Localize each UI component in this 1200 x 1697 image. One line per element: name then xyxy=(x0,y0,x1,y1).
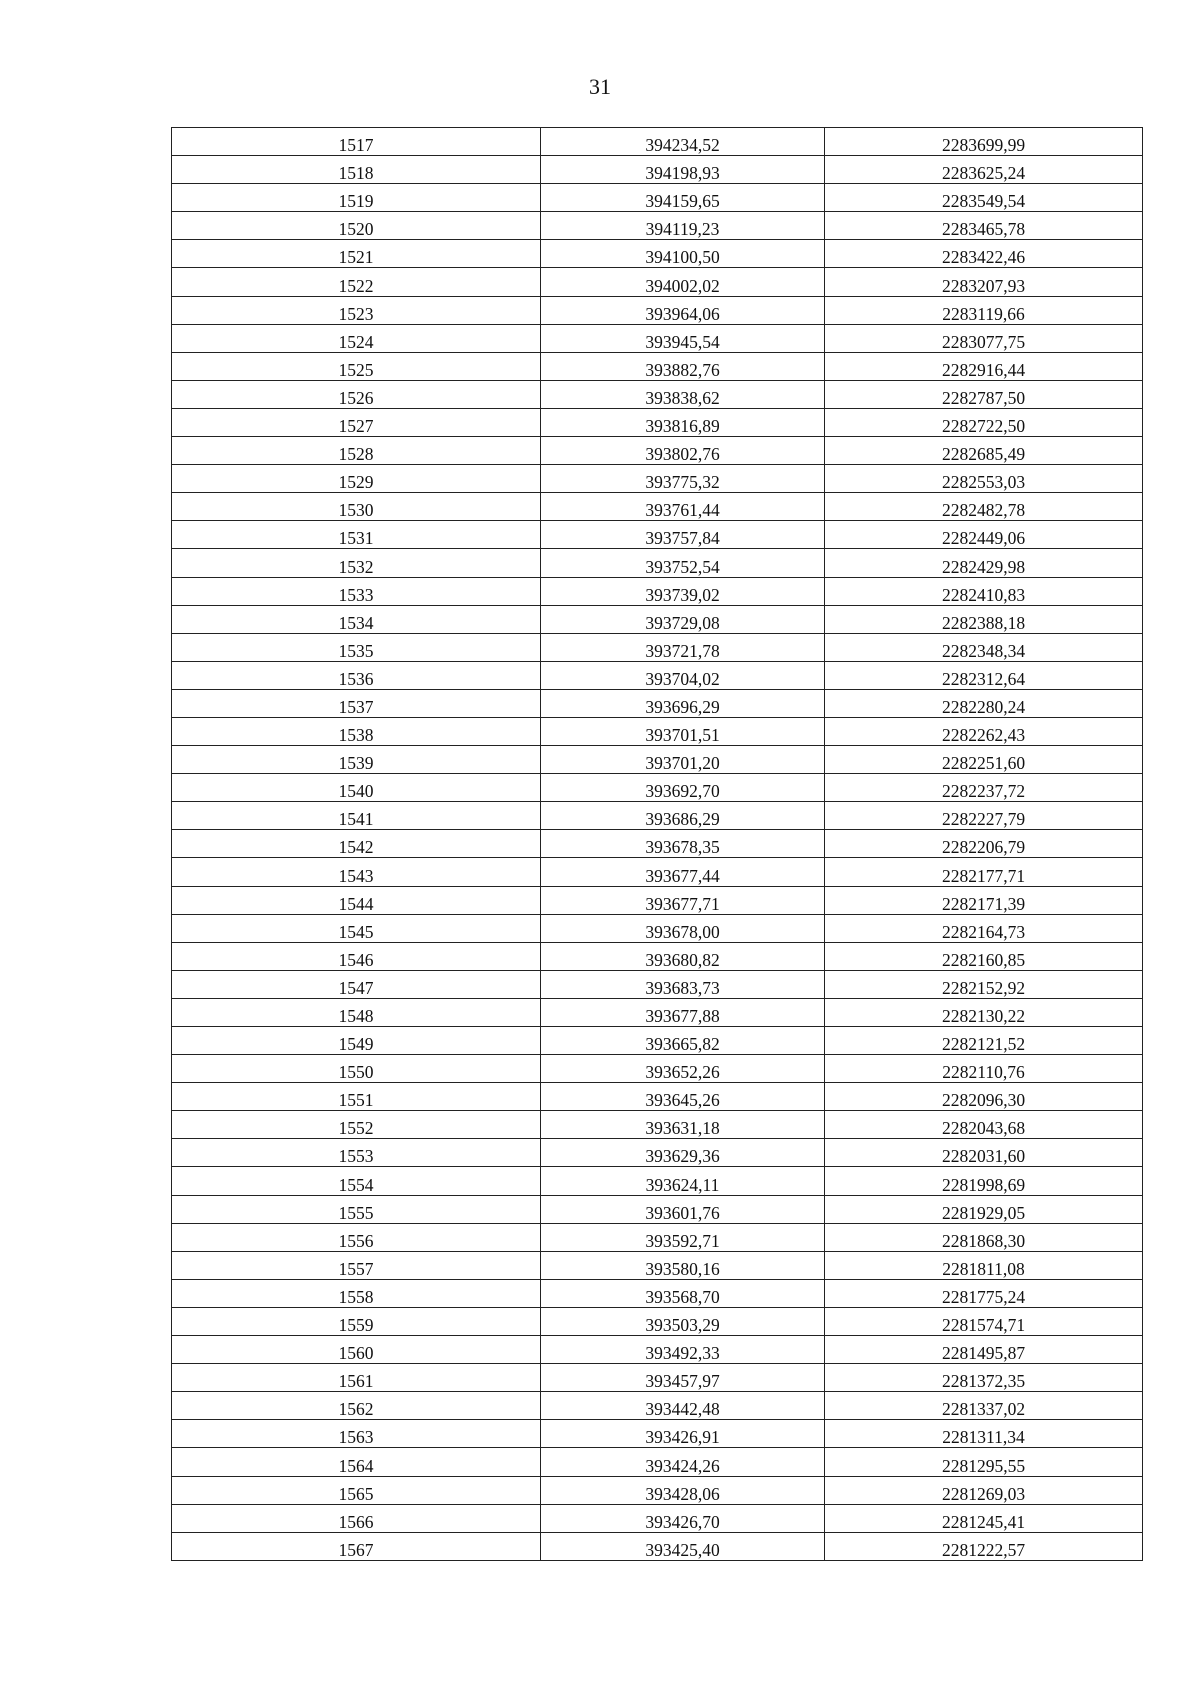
x-coordinate-cell: 393425,40 xyxy=(541,1532,825,1560)
table-row xyxy=(172,212,1143,240)
point-number-cell: 1519 xyxy=(172,184,541,212)
table-row xyxy=(172,802,1143,830)
point-number-cell: 1535 xyxy=(172,633,541,661)
y-coordinate-cell: 2281245,41 xyxy=(825,1504,1143,1532)
point-number-cell: 1554 xyxy=(172,1167,541,1195)
y-coordinate-cell: 2282121,52 xyxy=(825,1027,1143,1055)
y-coordinate-cell: 2282171,39 xyxy=(825,886,1143,914)
x-coordinate-cell: 393701,20 xyxy=(541,746,825,774)
x-coordinate-cell: 393629,36 xyxy=(541,1139,825,1167)
x-coordinate-cell: 393677,71 xyxy=(541,886,825,914)
x-coordinate-cell: 393704,02 xyxy=(541,661,825,689)
point-number-cell: 1537 xyxy=(172,689,541,717)
table-row xyxy=(172,324,1143,352)
x-coordinate-cell: 393838,62 xyxy=(541,380,825,408)
x-coordinate-cell: 394159,65 xyxy=(541,184,825,212)
point-number-cell: 1521 xyxy=(172,240,541,268)
coordinates-table-body xyxy=(172,128,1143,1561)
point-number-cell: 1532 xyxy=(172,549,541,577)
y-coordinate-cell: 2282410,83 xyxy=(825,577,1143,605)
table-row xyxy=(172,858,1143,886)
point-number-cell: 1561 xyxy=(172,1364,541,1392)
y-coordinate-cell: 2283119,66 xyxy=(825,296,1143,324)
table-row xyxy=(172,156,1143,184)
y-coordinate-cell: 2281811,08 xyxy=(825,1251,1143,1279)
y-coordinate-cell: 2282206,79 xyxy=(825,830,1143,858)
point-number-cell: 1538 xyxy=(172,717,541,745)
y-coordinate-cell: 2282152,92 xyxy=(825,970,1143,998)
table-row xyxy=(172,774,1143,802)
x-coordinate-cell: 393721,78 xyxy=(541,633,825,661)
y-coordinate-cell: 2281311,34 xyxy=(825,1420,1143,1448)
y-coordinate-cell: 2283207,93 xyxy=(825,268,1143,296)
table-row xyxy=(172,1195,1143,1223)
point-number-cell: 1552 xyxy=(172,1111,541,1139)
x-coordinate-cell: 393680,82 xyxy=(541,942,825,970)
x-coordinate-cell: 393592,71 xyxy=(541,1223,825,1251)
point-number-cell: 1517 xyxy=(172,128,541,156)
table-row xyxy=(172,352,1143,380)
point-number-cell: 1549 xyxy=(172,1027,541,1055)
y-coordinate-cell: 2282348,34 xyxy=(825,633,1143,661)
table-row xyxy=(172,605,1143,633)
x-coordinate-cell: 393645,26 xyxy=(541,1083,825,1111)
x-coordinate-cell: 393442,48 xyxy=(541,1392,825,1420)
x-coordinate-cell: 393964,06 xyxy=(541,296,825,324)
y-coordinate-cell: 2282429,98 xyxy=(825,549,1143,577)
y-coordinate-cell: 2283465,78 xyxy=(825,212,1143,240)
y-coordinate-cell: 2283699,99 xyxy=(825,128,1143,156)
y-coordinate-cell: 2282177,71 xyxy=(825,858,1143,886)
point-number-cell: 1563 xyxy=(172,1420,541,1448)
table-row xyxy=(172,633,1143,661)
table-row xyxy=(172,942,1143,970)
table-row xyxy=(172,493,1143,521)
table-row xyxy=(172,465,1143,493)
point-number-cell: 1518 xyxy=(172,156,541,184)
y-coordinate-cell: 2282482,78 xyxy=(825,493,1143,521)
x-coordinate-cell: 393802,76 xyxy=(541,437,825,465)
x-coordinate-cell: 393580,16 xyxy=(541,1251,825,1279)
x-coordinate-cell: 393683,73 xyxy=(541,970,825,998)
table-row xyxy=(172,1448,1143,1476)
table-row xyxy=(172,437,1143,465)
x-coordinate-cell: 393492,33 xyxy=(541,1336,825,1364)
x-coordinate-cell: 393752,54 xyxy=(541,549,825,577)
y-coordinate-cell: 2282237,72 xyxy=(825,774,1143,802)
point-number-cell: 1539 xyxy=(172,746,541,774)
y-coordinate-cell: 2282787,50 xyxy=(825,380,1143,408)
table-row xyxy=(172,1027,1143,1055)
y-coordinate-cell: 2281929,05 xyxy=(825,1195,1143,1223)
point-number-cell: 1562 xyxy=(172,1392,541,1420)
point-number-cell: 1523 xyxy=(172,296,541,324)
x-coordinate-cell: 393568,70 xyxy=(541,1279,825,1307)
table-row xyxy=(172,1279,1143,1307)
point-number-cell: 1522 xyxy=(172,268,541,296)
table-row xyxy=(172,240,1143,268)
table-row xyxy=(172,549,1143,577)
table-row xyxy=(172,296,1143,324)
x-coordinate-cell: 394100,50 xyxy=(541,240,825,268)
point-number-cell: 1526 xyxy=(172,380,541,408)
point-number-cell: 1524 xyxy=(172,324,541,352)
y-coordinate-cell: 2281868,30 xyxy=(825,1223,1143,1251)
y-coordinate-cell: 2282685,49 xyxy=(825,437,1143,465)
page-number: 31 xyxy=(589,74,611,99)
point-number-cell: 1534 xyxy=(172,605,541,633)
table-row xyxy=(172,1167,1143,1195)
y-coordinate-cell: 2283077,75 xyxy=(825,324,1143,352)
y-coordinate-cell: 2282110,76 xyxy=(825,1055,1143,1083)
x-coordinate-cell: 393665,82 xyxy=(541,1027,825,1055)
y-coordinate-cell: 2282722,50 xyxy=(825,408,1143,436)
y-coordinate-cell: 2283549,54 xyxy=(825,184,1143,212)
point-number-cell: 1536 xyxy=(172,661,541,689)
table-row xyxy=(172,268,1143,296)
x-coordinate-cell: 394234,52 xyxy=(541,128,825,156)
table-row xyxy=(172,1336,1143,1364)
table-row xyxy=(172,1504,1143,1532)
table-row xyxy=(172,1251,1143,1279)
y-coordinate-cell: 2282553,03 xyxy=(825,465,1143,493)
table-row xyxy=(172,914,1143,942)
x-coordinate-cell: 393424,26 xyxy=(541,1448,825,1476)
y-coordinate-cell: 2282916,44 xyxy=(825,352,1143,380)
table-row xyxy=(172,521,1143,549)
point-number-cell: 1550 xyxy=(172,1055,541,1083)
table-row xyxy=(172,830,1143,858)
table-row xyxy=(172,1532,1143,1560)
x-coordinate-cell: 393686,29 xyxy=(541,802,825,830)
table-row xyxy=(172,1307,1143,1335)
point-number-cell: 1560 xyxy=(172,1336,541,1364)
x-coordinate-cell: 394002,02 xyxy=(541,268,825,296)
x-coordinate-cell: 393457,97 xyxy=(541,1364,825,1392)
x-coordinate-cell: 393677,88 xyxy=(541,998,825,1026)
point-number-cell: 1551 xyxy=(172,1083,541,1111)
table-row xyxy=(172,1392,1143,1420)
x-coordinate-cell: 393757,84 xyxy=(541,521,825,549)
table-row xyxy=(172,1055,1143,1083)
table-row xyxy=(172,128,1143,156)
point-number-cell: 1528 xyxy=(172,437,541,465)
point-number-cell: 1540 xyxy=(172,774,541,802)
x-coordinate-cell: 393426,91 xyxy=(541,1420,825,1448)
y-coordinate-cell: 2282164,73 xyxy=(825,914,1143,942)
y-coordinate-cell: 2281775,24 xyxy=(825,1279,1143,1307)
y-coordinate-cell: 2282130,22 xyxy=(825,998,1143,1026)
y-coordinate-cell: 2283422,46 xyxy=(825,240,1143,268)
x-coordinate-cell: 393945,54 xyxy=(541,324,825,352)
table-row xyxy=(172,184,1143,212)
x-coordinate-cell: 393701,51 xyxy=(541,717,825,745)
table-row xyxy=(172,1420,1143,1448)
x-coordinate-cell: 393678,35 xyxy=(541,830,825,858)
point-number-cell: 1555 xyxy=(172,1195,541,1223)
y-coordinate-cell: 2282096,30 xyxy=(825,1083,1143,1111)
x-coordinate-cell: 394119,23 xyxy=(541,212,825,240)
point-number-cell: 1531 xyxy=(172,521,541,549)
point-number-cell: 1566 xyxy=(172,1504,541,1532)
y-coordinate-cell: 2281337,02 xyxy=(825,1392,1143,1420)
point-number-cell: 1543 xyxy=(172,858,541,886)
y-coordinate-cell: 2281495,87 xyxy=(825,1336,1143,1364)
x-coordinate-cell: 393729,08 xyxy=(541,605,825,633)
y-coordinate-cell: 2281269,03 xyxy=(825,1476,1143,1504)
point-number-cell: 1558 xyxy=(172,1279,541,1307)
x-coordinate-cell: 393677,44 xyxy=(541,858,825,886)
point-number-cell: 1567 xyxy=(172,1532,541,1560)
point-number-cell: 1530 xyxy=(172,493,541,521)
y-coordinate-cell: 2281222,57 xyxy=(825,1532,1143,1560)
x-coordinate-cell: 393761,44 xyxy=(541,493,825,521)
table-row xyxy=(172,1223,1143,1251)
point-number-cell: 1565 xyxy=(172,1476,541,1504)
table-row xyxy=(172,998,1143,1026)
x-coordinate-cell: 393503,29 xyxy=(541,1307,825,1335)
table-row xyxy=(172,661,1143,689)
table-row xyxy=(172,746,1143,774)
y-coordinate-cell: 2282312,64 xyxy=(825,661,1143,689)
x-coordinate-cell: 394198,93 xyxy=(541,156,825,184)
point-number-cell: 1547 xyxy=(172,970,541,998)
point-number-cell: 1544 xyxy=(172,886,541,914)
x-coordinate-cell: 393652,26 xyxy=(541,1055,825,1083)
x-coordinate-cell: 393631,18 xyxy=(541,1111,825,1139)
point-number-cell: 1545 xyxy=(172,914,541,942)
x-coordinate-cell: 393624,11 xyxy=(541,1167,825,1195)
y-coordinate-cell: 2281295,55 xyxy=(825,1448,1143,1476)
y-coordinate-cell: 2281372,35 xyxy=(825,1364,1143,1392)
x-coordinate-cell: 393882,76 xyxy=(541,352,825,380)
table-row xyxy=(172,886,1143,914)
point-number-cell: 1527 xyxy=(172,408,541,436)
x-coordinate-cell: 393426,70 xyxy=(541,1504,825,1532)
x-coordinate-cell: 393739,02 xyxy=(541,577,825,605)
table-row xyxy=(172,1364,1143,1392)
y-coordinate-cell: 2281574,71 xyxy=(825,1307,1143,1335)
point-number-cell: 1542 xyxy=(172,830,541,858)
x-coordinate-cell: 393692,70 xyxy=(541,774,825,802)
x-coordinate-cell: 393428,06 xyxy=(541,1476,825,1504)
table-row xyxy=(172,1111,1143,1139)
point-number-cell: 1564 xyxy=(172,1448,541,1476)
point-number-cell: 1541 xyxy=(172,802,541,830)
point-number-cell: 1520 xyxy=(172,212,541,240)
point-number-cell: 1548 xyxy=(172,998,541,1026)
y-coordinate-cell: 2282227,79 xyxy=(825,802,1143,830)
coordinates-table xyxy=(171,127,1143,1561)
table-row xyxy=(172,717,1143,745)
y-coordinate-cell: 2282160,85 xyxy=(825,942,1143,970)
point-number-cell: 1553 xyxy=(172,1139,541,1167)
y-coordinate-cell: 2282280,24 xyxy=(825,689,1143,717)
table-row xyxy=(172,1139,1143,1167)
point-number-cell: 1525 xyxy=(172,352,541,380)
point-number-cell: 1556 xyxy=(172,1223,541,1251)
point-number-cell: 1557 xyxy=(172,1251,541,1279)
point-number-cell: 1559 xyxy=(172,1307,541,1335)
y-coordinate-cell: 2282449,06 xyxy=(825,521,1143,549)
x-coordinate-cell: 393696,29 xyxy=(541,689,825,717)
x-coordinate-cell: 393601,76 xyxy=(541,1195,825,1223)
y-coordinate-cell: 2283625,24 xyxy=(825,156,1143,184)
table-row xyxy=(172,408,1143,436)
table-row xyxy=(172,1476,1143,1504)
point-number-cell: 1533 xyxy=(172,577,541,605)
table-row xyxy=(172,1083,1143,1111)
x-coordinate-cell: 393678,00 xyxy=(541,914,825,942)
y-coordinate-cell: 2282251,60 xyxy=(825,746,1143,774)
table-row xyxy=(172,689,1143,717)
y-coordinate-cell: 2282043,68 xyxy=(825,1111,1143,1139)
y-coordinate-cell: 2282031,60 xyxy=(825,1139,1143,1167)
point-number-cell: 1529 xyxy=(172,465,541,493)
x-coordinate-cell: 393775,32 xyxy=(541,465,825,493)
table-row xyxy=(172,577,1143,605)
x-coordinate-cell: 393816,89 xyxy=(541,408,825,436)
y-coordinate-cell: 2282388,18 xyxy=(825,605,1143,633)
y-coordinate-cell: 2282262,43 xyxy=(825,717,1143,745)
y-coordinate-cell: 2281998,69 xyxy=(825,1167,1143,1195)
point-number-cell: 1546 xyxy=(172,942,541,970)
table-row xyxy=(172,970,1143,998)
table-row xyxy=(172,380,1143,408)
